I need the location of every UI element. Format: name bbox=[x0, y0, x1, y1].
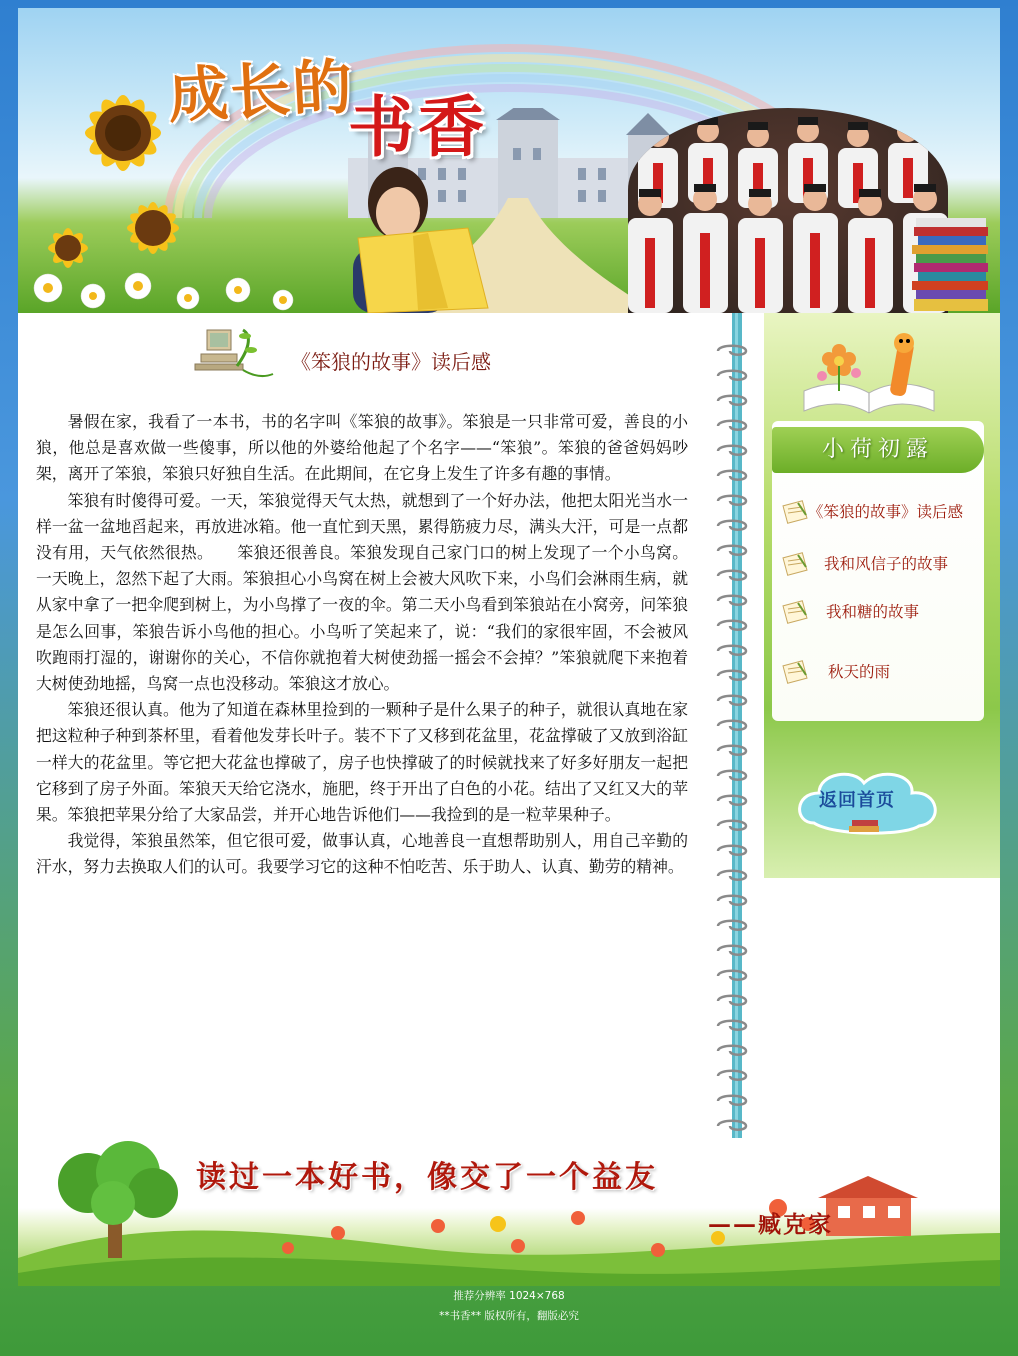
choir-illustration bbox=[628, 108, 948, 313]
motto-banner bbox=[18, 1138, 1000, 1286]
copyright-footer bbox=[18, 1286, 1000, 1334]
article-header bbox=[193, 318, 553, 388]
page-frame bbox=[18, 8, 1000, 1286]
notepad-icon bbox=[782, 499, 808, 525]
sidebar-panel bbox=[772, 421, 984, 721]
home-button-label: 返回首页 bbox=[819, 790, 895, 811]
resolution-note: 推荐分辨率 1024×768 bbox=[453, 1290, 565, 1302]
sidebar-heading: 小荷初露 bbox=[772, 427, 984, 473]
notepad-icon bbox=[782, 659, 808, 685]
sidebar-link-label: 《笨狼的故事》读后感 bbox=[808, 503, 964, 521]
house-icon bbox=[818, 1176, 918, 1236]
article-body bbox=[36, 409, 688, 881]
home-button[interactable] bbox=[794, 768, 934, 838]
article-paragraph: 我觉得，笨狼虽然笨，但它很可爱，做事认真，心地善良一直想帮助别人，用自己辛勤的汗水，努力去换取人们的认可。我要学习它的这种不怕吃苦、乐于助人、认真、勤劳的精神。 bbox=[36, 831, 688, 877]
computer-vine-icon bbox=[193, 326, 283, 386]
reading-girl-graphic bbox=[318, 158, 498, 313]
notebook-spiral bbox=[716, 313, 758, 1143]
motto-text: 读过一本好书，像交了一个益友 bbox=[196, 1160, 658, 1195]
article-paragraph: 暑假在家，我看了一本书，书的名字叫《笨狼的故事》。笨狼是一只非常可爱，善良的小狼，他总是喜欢做一些傻事，所以他的外婆给他起了个名字——“笨狼”。笨狼的爸爸妈妈吵架，离开了笨狼，笨狼只好独自生活。在此期间，在它身上发生了许多有趣的事情。 bbox=[36, 412, 688, 484]
article-paragraph: 笨狼还很认真。他为了知道在森林里捡到的一颗种子是什么果子的种子，就很认真地在家把这粒种子种到茶杯里，看着他发芽长叶子。装不下了又移到花盆里，花盆撑破了又放到浴缸一样大的花盆里。等它把大花盆也撑破了，房子也快撑破了的时候就找来了好多好朋友一起把它移到了房子外面。笨狼天天给它浇水，施肥，终于开出了白色的小花。结出了又红又大的苹果。笨狼把苹果分给了大家品尝，并开心地告诉他们——我捡到的是一粒苹果种子。 bbox=[36, 700, 688, 825]
sidebar-link-label: 我和风信子的故事 bbox=[824, 555, 949, 573]
notepad-icon bbox=[782, 599, 808, 625]
header-banner bbox=[18, 8, 1000, 313]
daisies-graphic bbox=[18, 258, 318, 313]
article-title: 《笨狼的故事》读后感 bbox=[291, 350, 491, 374]
sidebar-link-label: 我和糖的故事 bbox=[826, 603, 920, 621]
copyright-text: **书香** 版权所有，翻版必究 bbox=[439, 1310, 579, 1322]
content-area bbox=[18, 313, 1000, 1153]
sidebar bbox=[764, 313, 1000, 878]
sidebar-link-label: 秋天的雨 bbox=[828, 663, 891, 681]
motto-author: ——臧克家 bbox=[708, 1211, 833, 1238]
open-book-icon bbox=[794, 321, 944, 421]
site-title-part2: 书香 bbox=[348, 89, 488, 166]
site-title-part1: 成长的 bbox=[166, 52, 356, 132]
article-paragraph: 笨狼有时傻得可爱。一天，笨狼觉得天气太热，就想到了一个好办法，他把太阳光当水一样一盆一盆地舀起来，再放进冰箱。他一直忙到天黑，累得筋疲力尽，满头大汗，可是一点都没有用，天气依然很热。 笨狼还很善良。笨狼发现自己家门口的树上发现了一个小鸟窝。一天晚上，忽然下起了大雨。笨狼担心小鸟窝在树上会被大风吹下来，小鸟们会淋雨生病，就从家中拿了一把伞爬到树上，为小鸟撑了一夜的伞。第二天小鸟看到笨狼站在小窝旁，问笨狼是怎么回事，笨狼告诉小鸟他的担心。小鸟听了笑起来了，说：“我们的家很牢固，不会被风吹跑雨打湿的，谢谢你的关心，不信你就抱着大树使劲摇一摇会不会掉？”笨狼就爬下来抱着大树使劲地摇，鸟窝一点也没移动。笨狼这才放心。 bbox=[36, 490, 688, 694]
notepad-icon bbox=[782, 551, 808, 577]
book-stack-graphic bbox=[906, 208, 1000, 313]
choir-photo bbox=[628, 108, 948, 313]
